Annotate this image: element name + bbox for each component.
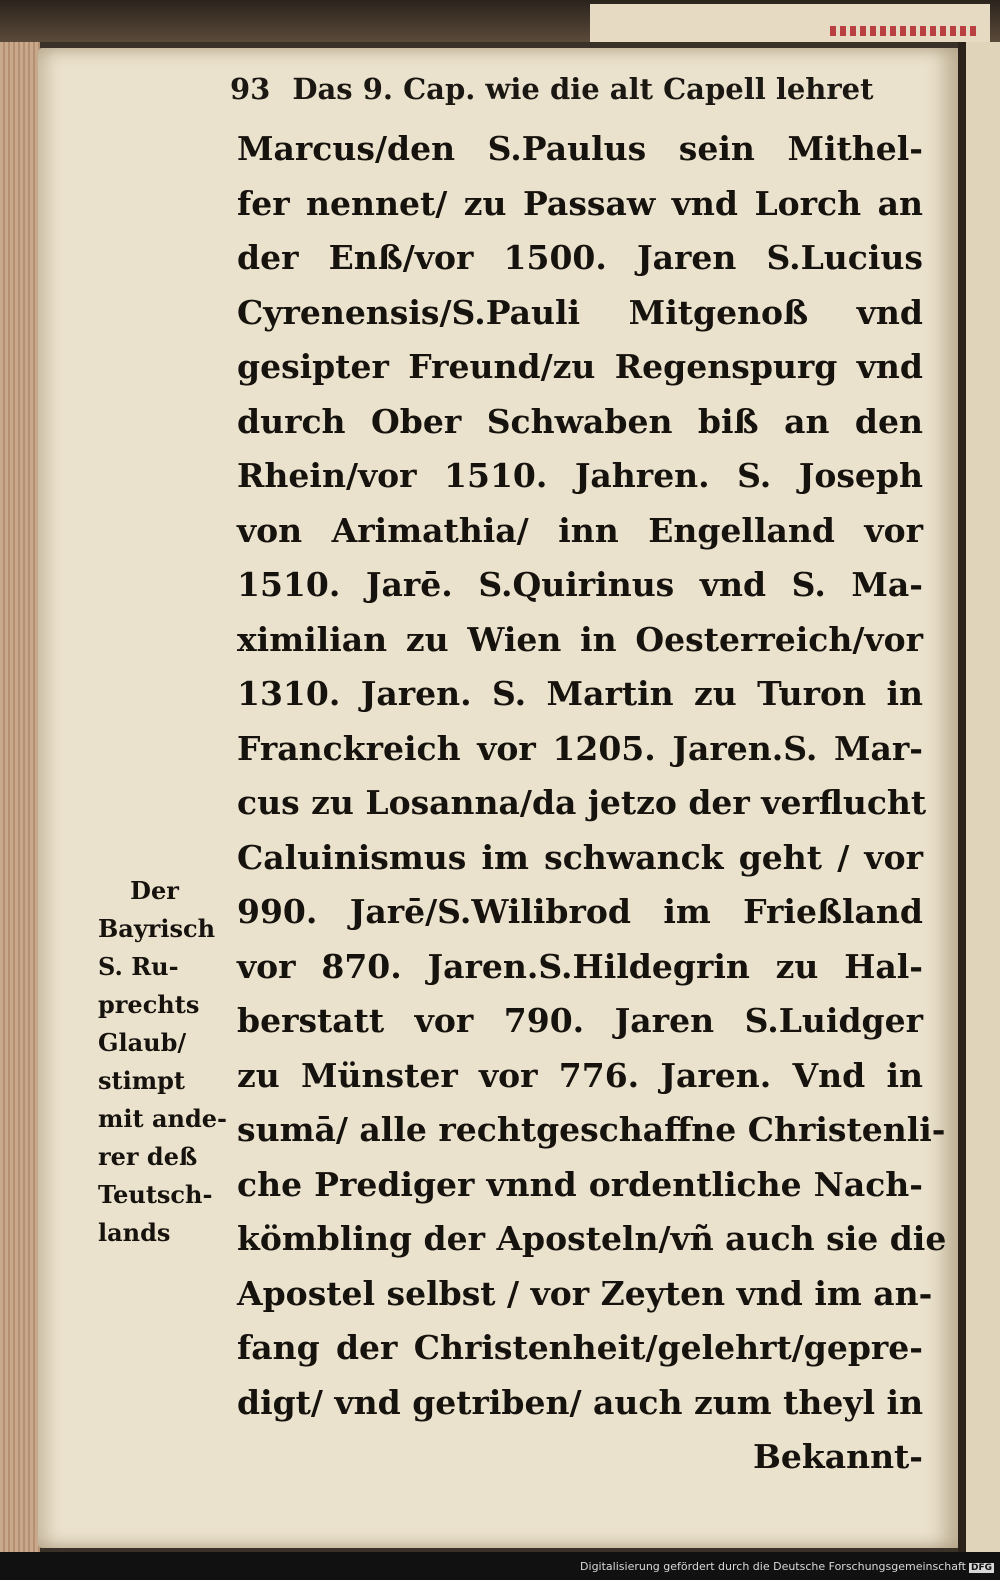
text-line: Franckreich vor 1205. Jaren.S. Mar-: [237, 728, 923, 768]
text-line: 990. Jarē/S.Wilibrod im Frießland: [237, 892, 923, 931]
text-line: kömbling der Aposteln/vñ auch sie die: [237, 1219, 947, 1258]
text-line: berstatt vor 790. Jaren S.Luidger: [237, 1001, 923, 1040]
text-line: ximilian zu Wien in Oesterreich/vor: [237, 619, 923, 659]
text-line: Marcus/den S.Paulus sein Mithel-: [237, 129, 923, 168]
text-line: 1310. Jaren. S. Martin zu Turon in: [237, 674, 923, 713]
dfg-logo: DFG: [970, 1563, 992, 1573]
credit-text: Digitalisierung gefördert durch die Deutsche Forschungsgemeinschaft: [580, 1560, 966, 1573]
margin-note-line: lands: [98, 1218, 171, 1247]
text-line: che Prediger vnnd ordentliche Nach-: [237, 1164, 923, 1204]
text-line: Apostel selbst / vor Zeyten vnd im an-: [237, 1273, 933, 1313]
main-text-block: [237, 122, 947, 1485]
text-line: zu Münster vor 776. Jaren. Vnd in: [237, 1055, 923, 1095]
margin-note-line: prechts: [98, 990, 200, 1019]
text-line: gesipter Freund/zu Regenspurg vnd: [237, 347, 923, 386]
text-line: vor 870. Jaren.S.Hildegrin zu Hal-: [237, 946, 923, 986]
text-line: fang der Christenheit/gelehrt/gepre-: [237, 1328, 923, 1367]
margin-note-line: S. Ru-: [98, 952, 179, 981]
margin-note-line: mit ande-: [98, 1104, 227, 1133]
text-line: von Arimathia/ inn Engelland vor: [237, 510, 923, 550]
page-stack-edge: [0, 42, 40, 1552]
marginal-note: [98, 872, 233, 1252]
book-gutter: [958, 42, 966, 1562]
text-line: sumā/ alle rechtgeschaffne Christenli-: [237, 1110, 946, 1149]
text-line: 1510. Jarē. S.Quirinus vnd S. Ma-: [237, 565, 923, 604]
adjacent-book-edge: [590, 4, 990, 42]
stitching: [830, 26, 980, 36]
text-line: Rhein/vor 1510. Jahren. S. Joseph: [237, 456, 923, 495]
text-line: durch Ober Schwaben biß an den: [237, 401, 923, 441]
margin-note-line: Glaub/: [98, 1028, 187, 1057]
text-line: Cyrenensis/S.Pauli Mitgenoß vnd: [237, 292, 923, 332]
text-line: fer nennet/ zu Passaw vnd Lorch an: [237, 183, 923, 223]
text-line: der Enß/vor 1500. Jaren S.Lucius: [237, 238, 923, 277]
margin-note-line: Bayrisch: [98, 914, 216, 943]
text-line: cus zu Losanna/da jetzo der verflucht: [237, 783, 927, 822]
page-number: 93: [230, 72, 271, 106]
margin-note-line: Der: [130, 876, 179, 905]
margin-note-line: rer deß: [98, 1142, 198, 1171]
running-header: [230, 72, 930, 116]
catchword-line: Bekannt-: [752, 1437, 923, 1476]
margin-note-line: Teutsch-: [98, 1180, 213, 1209]
next-page-edge: [966, 42, 1000, 1562]
digitization-credit: [580, 1560, 994, 1573]
text-line: Caluinismus im schwanck geht / vor: [237, 837, 923, 877]
margin-note-line: stimpt: [98, 1066, 185, 1095]
text-line: digt/ vnd getriben/ auch zum theyl in: [237, 1382, 924, 1422]
running-title: Das 9. Cap. wie die alt Capell lehret: [292, 72, 874, 106]
